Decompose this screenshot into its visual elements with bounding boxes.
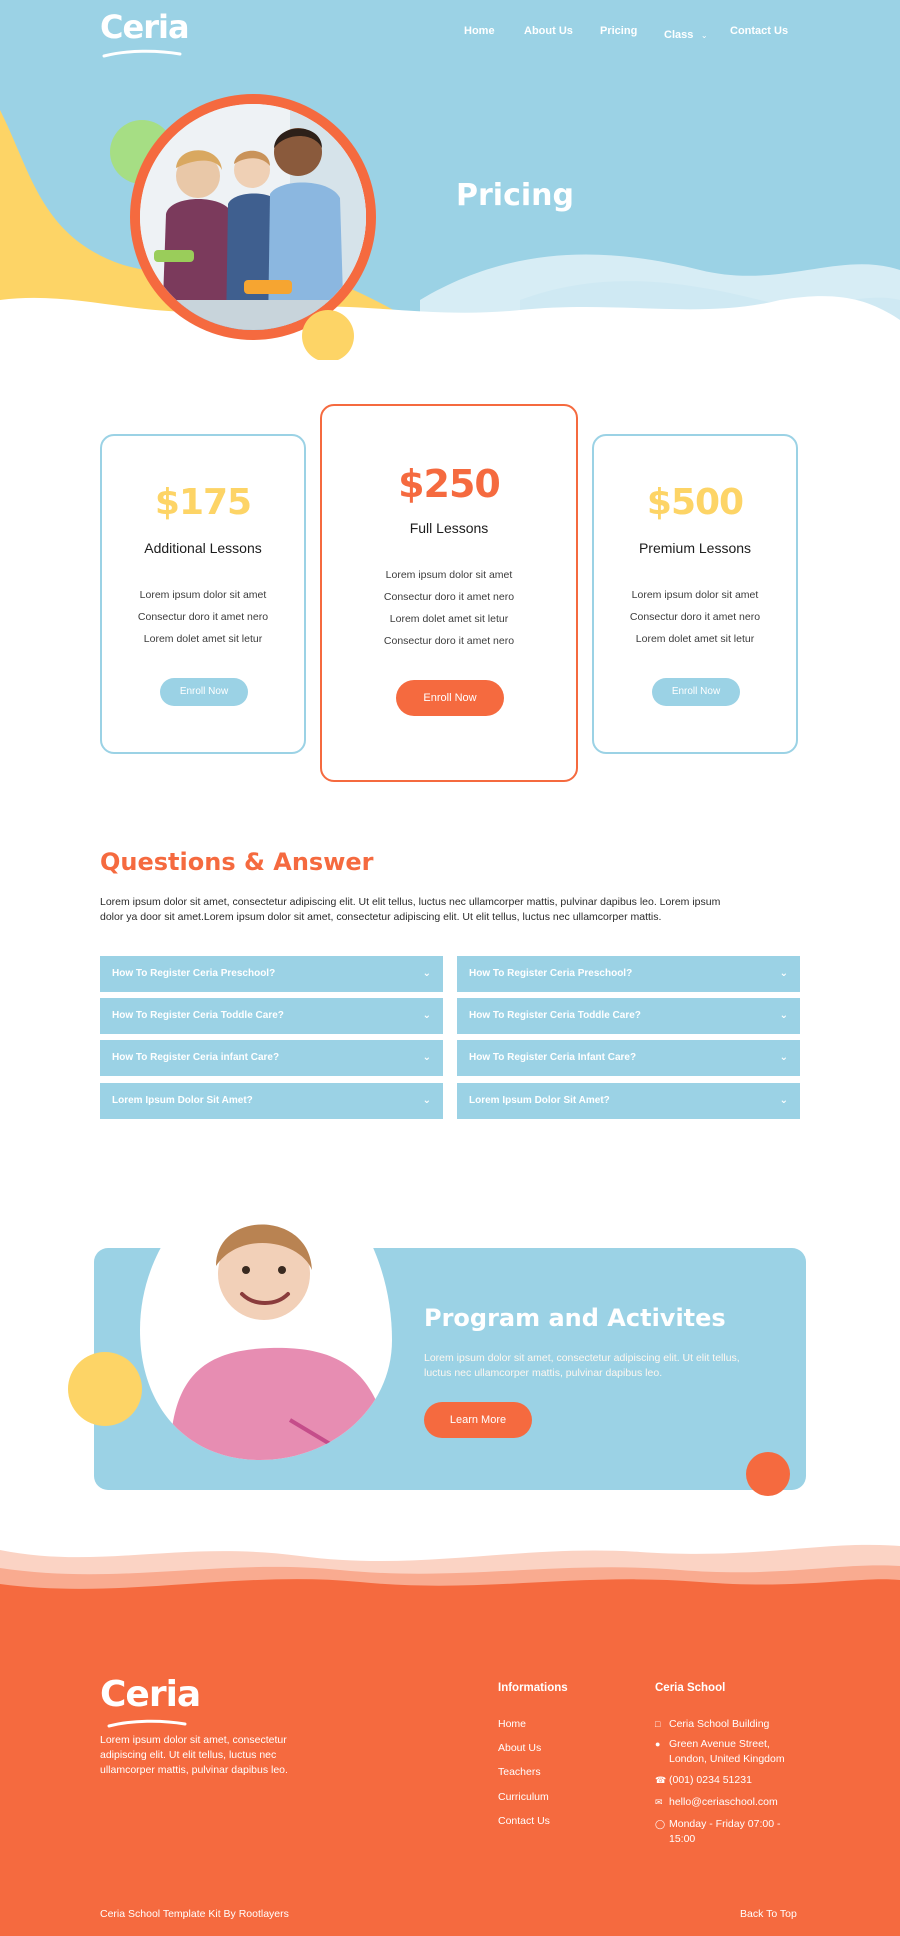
decor-orange-circle xyxy=(746,1452,790,1496)
email-address[interactable]: hello@ceriaschool.com xyxy=(669,1796,778,1808)
chevron-down-icon: ⌄ xyxy=(422,1010,431,1021)
faq-question: How To Register Ceria Toddle Care? xyxy=(469,1010,641,1021)
faq-item[interactable] xyxy=(100,998,443,1034)
plan-price: $500 xyxy=(646,482,744,523)
learn-more-button[interactable]: Learn More xyxy=(424,1402,532,1438)
header-logo[interactable] xyxy=(100,8,189,46)
footer-about-line-1: Lorem ipsum dolor sit amet, consectetur xyxy=(100,1734,287,1746)
hours-line-2: 15:00 xyxy=(669,1833,696,1845)
children-photo-illustration xyxy=(140,104,366,330)
plan-price: $175 xyxy=(154,482,252,523)
address-line-1: Green Avenue Street, xyxy=(669,1738,770,1750)
footer-about-line-3: ullamcorper mattis, pulvinar dapibus leo. xyxy=(100,1764,288,1776)
decor-yellow-circle xyxy=(302,310,354,360)
map-pin-icon: ● xyxy=(655,1739,661,1749)
faq-question: Lorem Ipsum Dolor Sit Amet? xyxy=(469,1095,610,1106)
logo-text: Ceria xyxy=(100,8,189,46)
decor-yellow-circle xyxy=(68,1352,142,1426)
faq-item[interactable] xyxy=(100,1083,443,1119)
logo-swoosh xyxy=(102,48,182,58)
nav-contact-us[interactable]: Contact Us xyxy=(730,25,789,37)
hero-photo xyxy=(140,104,366,330)
pricing-card-premium xyxy=(592,434,798,754)
program-text-line-1: Lorem ipsum dolor sit amet, consectetur adipiscing elit. Ut elit tellus, xyxy=(424,1352,740,1364)
faq-question: How To Register Ceria Preschool? xyxy=(112,968,276,979)
faq-question: How To Register Ceria Toddle Care? xyxy=(112,1010,284,1021)
footer-link-curriculum[interactable]: Curriculum xyxy=(498,1791,549,1803)
feature-item: Lorem ipsum dolor sit amet xyxy=(139,589,267,601)
footer-link-contact-us[interactable]: Contact Us xyxy=(498,1815,550,1827)
pricing-card-additional xyxy=(100,434,306,754)
chevron-down-icon: ⌄ xyxy=(779,968,788,979)
address-line-2: London, United Kingdom xyxy=(669,1753,785,1765)
girl-photo-illustration xyxy=(130,1170,400,1460)
enroll-now-button[interactable]: Enroll Now xyxy=(652,678,740,706)
feature-item: Lorem ipsum dolor sit amet xyxy=(385,569,513,581)
nav-home[interactable]: Home xyxy=(464,25,495,37)
faq-title: Questions & Answer xyxy=(100,848,374,876)
phone-number[interactable]: (001) 0234 51231 xyxy=(669,1774,752,1786)
plan-name: Additional Lessons xyxy=(144,540,262,556)
program-text-line-2: luctus nec ullamcorper mattis, pulvinar dapibus leo. xyxy=(424,1367,663,1379)
nav-class-label: Class xyxy=(664,29,694,41)
plan-name: Premium Lessons xyxy=(638,540,752,556)
feature-item: Lorem ipsum dolor sit amet xyxy=(631,589,759,601)
nav-pricing[interactable]: Pricing xyxy=(600,25,638,37)
footer-logo[interactable] xyxy=(100,1674,200,1715)
plan-features xyxy=(594,584,796,650)
building-icon: □ xyxy=(655,1719,661,1729)
feature-item: Lorem dolet amet sit letur xyxy=(143,633,263,645)
faq-question: How To Register Ceria infant Care? xyxy=(112,1052,280,1063)
faq-question: Lorem Ipsum Dolor Sit Amet? xyxy=(112,1095,253,1106)
footer-link-teachers[interactable]: Teachers xyxy=(498,1766,541,1778)
school-title: Ceria School xyxy=(655,1682,726,1694)
footer-about-line-2: adipiscing elit. Ut elit tellus, luctus nec xyxy=(100,1749,277,1761)
feature-item: Consectur doro it amet nero xyxy=(383,635,515,647)
hero-section xyxy=(0,0,900,360)
faq-question: How To Register Ceria Infant Care? xyxy=(469,1052,637,1063)
plan-name: Full Lessons xyxy=(409,520,489,536)
footer-link-about-us[interactable]: About Us xyxy=(498,1742,542,1754)
faq-item[interactable] xyxy=(100,1040,443,1076)
chevron-down-icon: ⌄ xyxy=(422,1052,431,1063)
feature-item: Lorem dolet amet sit letur xyxy=(389,613,509,625)
plan-price: $250 xyxy=(398,462,500,506)
pricing-card-full xyxy=(320,404,578,782)
chevron-down-icon: ⌄ xyxy=(700,31,708,40)
back-to-top-link[interactable]: Back To Top xyxy=(740,1908,797,1920)
enroll-now-button[interactable]: Enroll Now xyxy=(160,678,248,706)
clock-icon: ◯ xyxy=(655,1819,666,1829)
footer-background xyxy=(0,1530,900,1936)
hours-line-1: Monday - Friday 07:00 - xyxy=(669,1818,781,1830)
phone-icon: ☎ xyxy=(655,1775,667,1785)
faq-item[interactable] xyxy=(100,956,443,992)
hero-photo-frame xyxy=(130,94,376,340)
faq-intro-line-2: dolor ya door sit amet.Lorem ipsum dolor sit amet, consectetur adipiscing elit. Ut elit tellus, luctus nec ullamcorper mattis. xyxy=(100,911,662,923)
faq-item[interactable] xyxy=(457,956,800,992)
logo-swoosh xyxy=(102,1718,192,1728)
faq-item[interactable] xyxy=(457,1040,800,1076)
plan-features xyxy=(322,564,576,652)
chevron-down-icon: ⌄ xyxy=(779,1095,788,1106)
nav-class[interactable] xyxy=(664,25,708,43)
page-title: Pricing xyxy=(456,178,574,213)
feature-item: Lorem dolet amet sit letur xyxy=(635,633,755,645)
faq-item[interactable] xyxy=(457,1083,800,1119)
faq-item[interactable] xyxy=(457,998,800,1034)
enroll-now-button[interactable]: Enroll Now xyxy=(396,680,504,716)
chevron-down-icon: ⌄ xyxy=(422,1095,431,1106)
school-building: Ceria School Building xyxy=(669,1718,770,1730)
logo-text: Ceria xyxy=(100,1674,201,1715)
plan-features xyxy=(102,584,304,650)
chevron-down-icon: ⌄ xyxy=(779,1010,788,1021)
mail-icon: ✉ xyxy=(655,1797,663,1807)
faq-intro-line-1: Lorem ipsum dolor sit amet, consectetur adipiscing elit. Ut elit tellus, luctus nec ullamcorper mattis, pulvinar dapibus leo. Lorem ipsum xyxy=(100,896,721,908)
feature-item: Consectur doro it amet nero xyxy=(137,611,269,623)
nav-about-us[interactable]: About Us xyxy=(524,25,573,37)
footer-link-home[interactable]: Home xyxy=(498,1718,527,1730)
chevron-down-icon: ⌄ xyxy=(422,968,431,979)
feature-item: Consectur doro it amet nero xyxy=(629,611,761,623)
footer xyxy=(0,1530,900,1936)
copyright-text: Ceria School Template Kit By Rootlayers xyxy=(100,1908,289,1920)
chevron-down-icon: ⌄ xyxy=(779,1052,788,1063)
informations-title: Informations xyxy=(498,1682,568,1694)
feature-item: Consectur doro it amet nero xyxy=(383,591,515,603)
faq-question: How To Register Ceria Preschool? xyxy=(469,968,633,979)
program-title: Program and Activites xyxy=(424,1304,726,1332)
